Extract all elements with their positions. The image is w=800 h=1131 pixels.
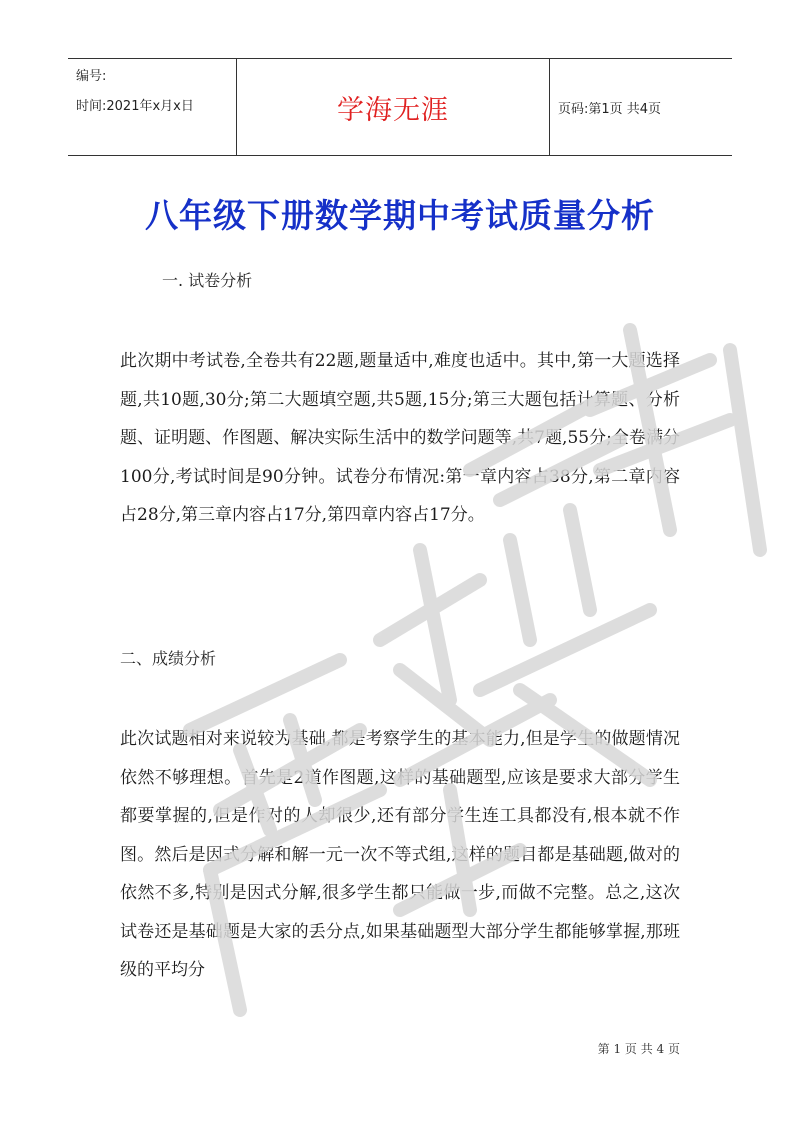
document-title: 八年级下册数学期中考试质量分析 bbox=[145, 196, 655, 235]
paragraph-score-analysis: 此次试题相对来说较为基础,都是考察学生的基本能力,但是学生的做题情况依然不够理想。首先是2道作图题,这样的基础题型,应该是要求大部分学生都要掌握的,但是作对的人却很少,还有部分学生连工具都没有,根本就不作图。然后是因式分解和解一元一次不等式组,这样的题目都是基础题,做对的依然不多,特别是因式分解,很多学生都只能做一步,而做不完整。总之,这次试卷还是基础题是大家的丢分点,如果基础题型大部分学生都能够掌握,那班级的平均分 bbox=[120, 729, 680, 980]
document-number-label: 编号: bbox=[76, 69, 107, 84]
brand-title: 学海无涯 bbox=[337, 94, 449, 126]
section-heading-score-analysis: 二、成绩分析 bbox=[120, 649, 217, 668]
footer-page-number: 第 1 页 共 4 页 bbox=[597, 1042, 680, 1056]
header-right-cell bbox=[550, 59, 732, 155]
document-time-label: 时间:2021年x月x日 bbox=[76, 99, 194, 114]
header-left-cell bbox=[68, 59, 237, 155]
section-heading-exam-analysis: 一. 试卷分析 bbox=[162, 271, 253, 290]
watermark-text: 严禁复制 bbox=[150, 310, 154, 311]
header-middle-cell bbox=[237, 59, 550, 155]
paragraph-exam-analysis: 此次期中考试卷,全卷共有22题,题量适中,难度也适中。其中,第一大题选择题,共10题,30分;第二大题填空题,共5题,15分;第三大题包括计算题、分析题、证明题、作图题、解决实际生活中的数学问题等,共7题,55分;全卷满分100分,考试时间是90分钟。试卷分布情况:第一章内容占38分,第二章内容占28分,第三章内容占17分,第四章内容占17分。 bbox=[120, 351, 680, 525]
header-page-info: 页码:第1页 共4页 bbox=[558, 101, 662, 117]
header-table bbox=[68, 58, 732, 156]
